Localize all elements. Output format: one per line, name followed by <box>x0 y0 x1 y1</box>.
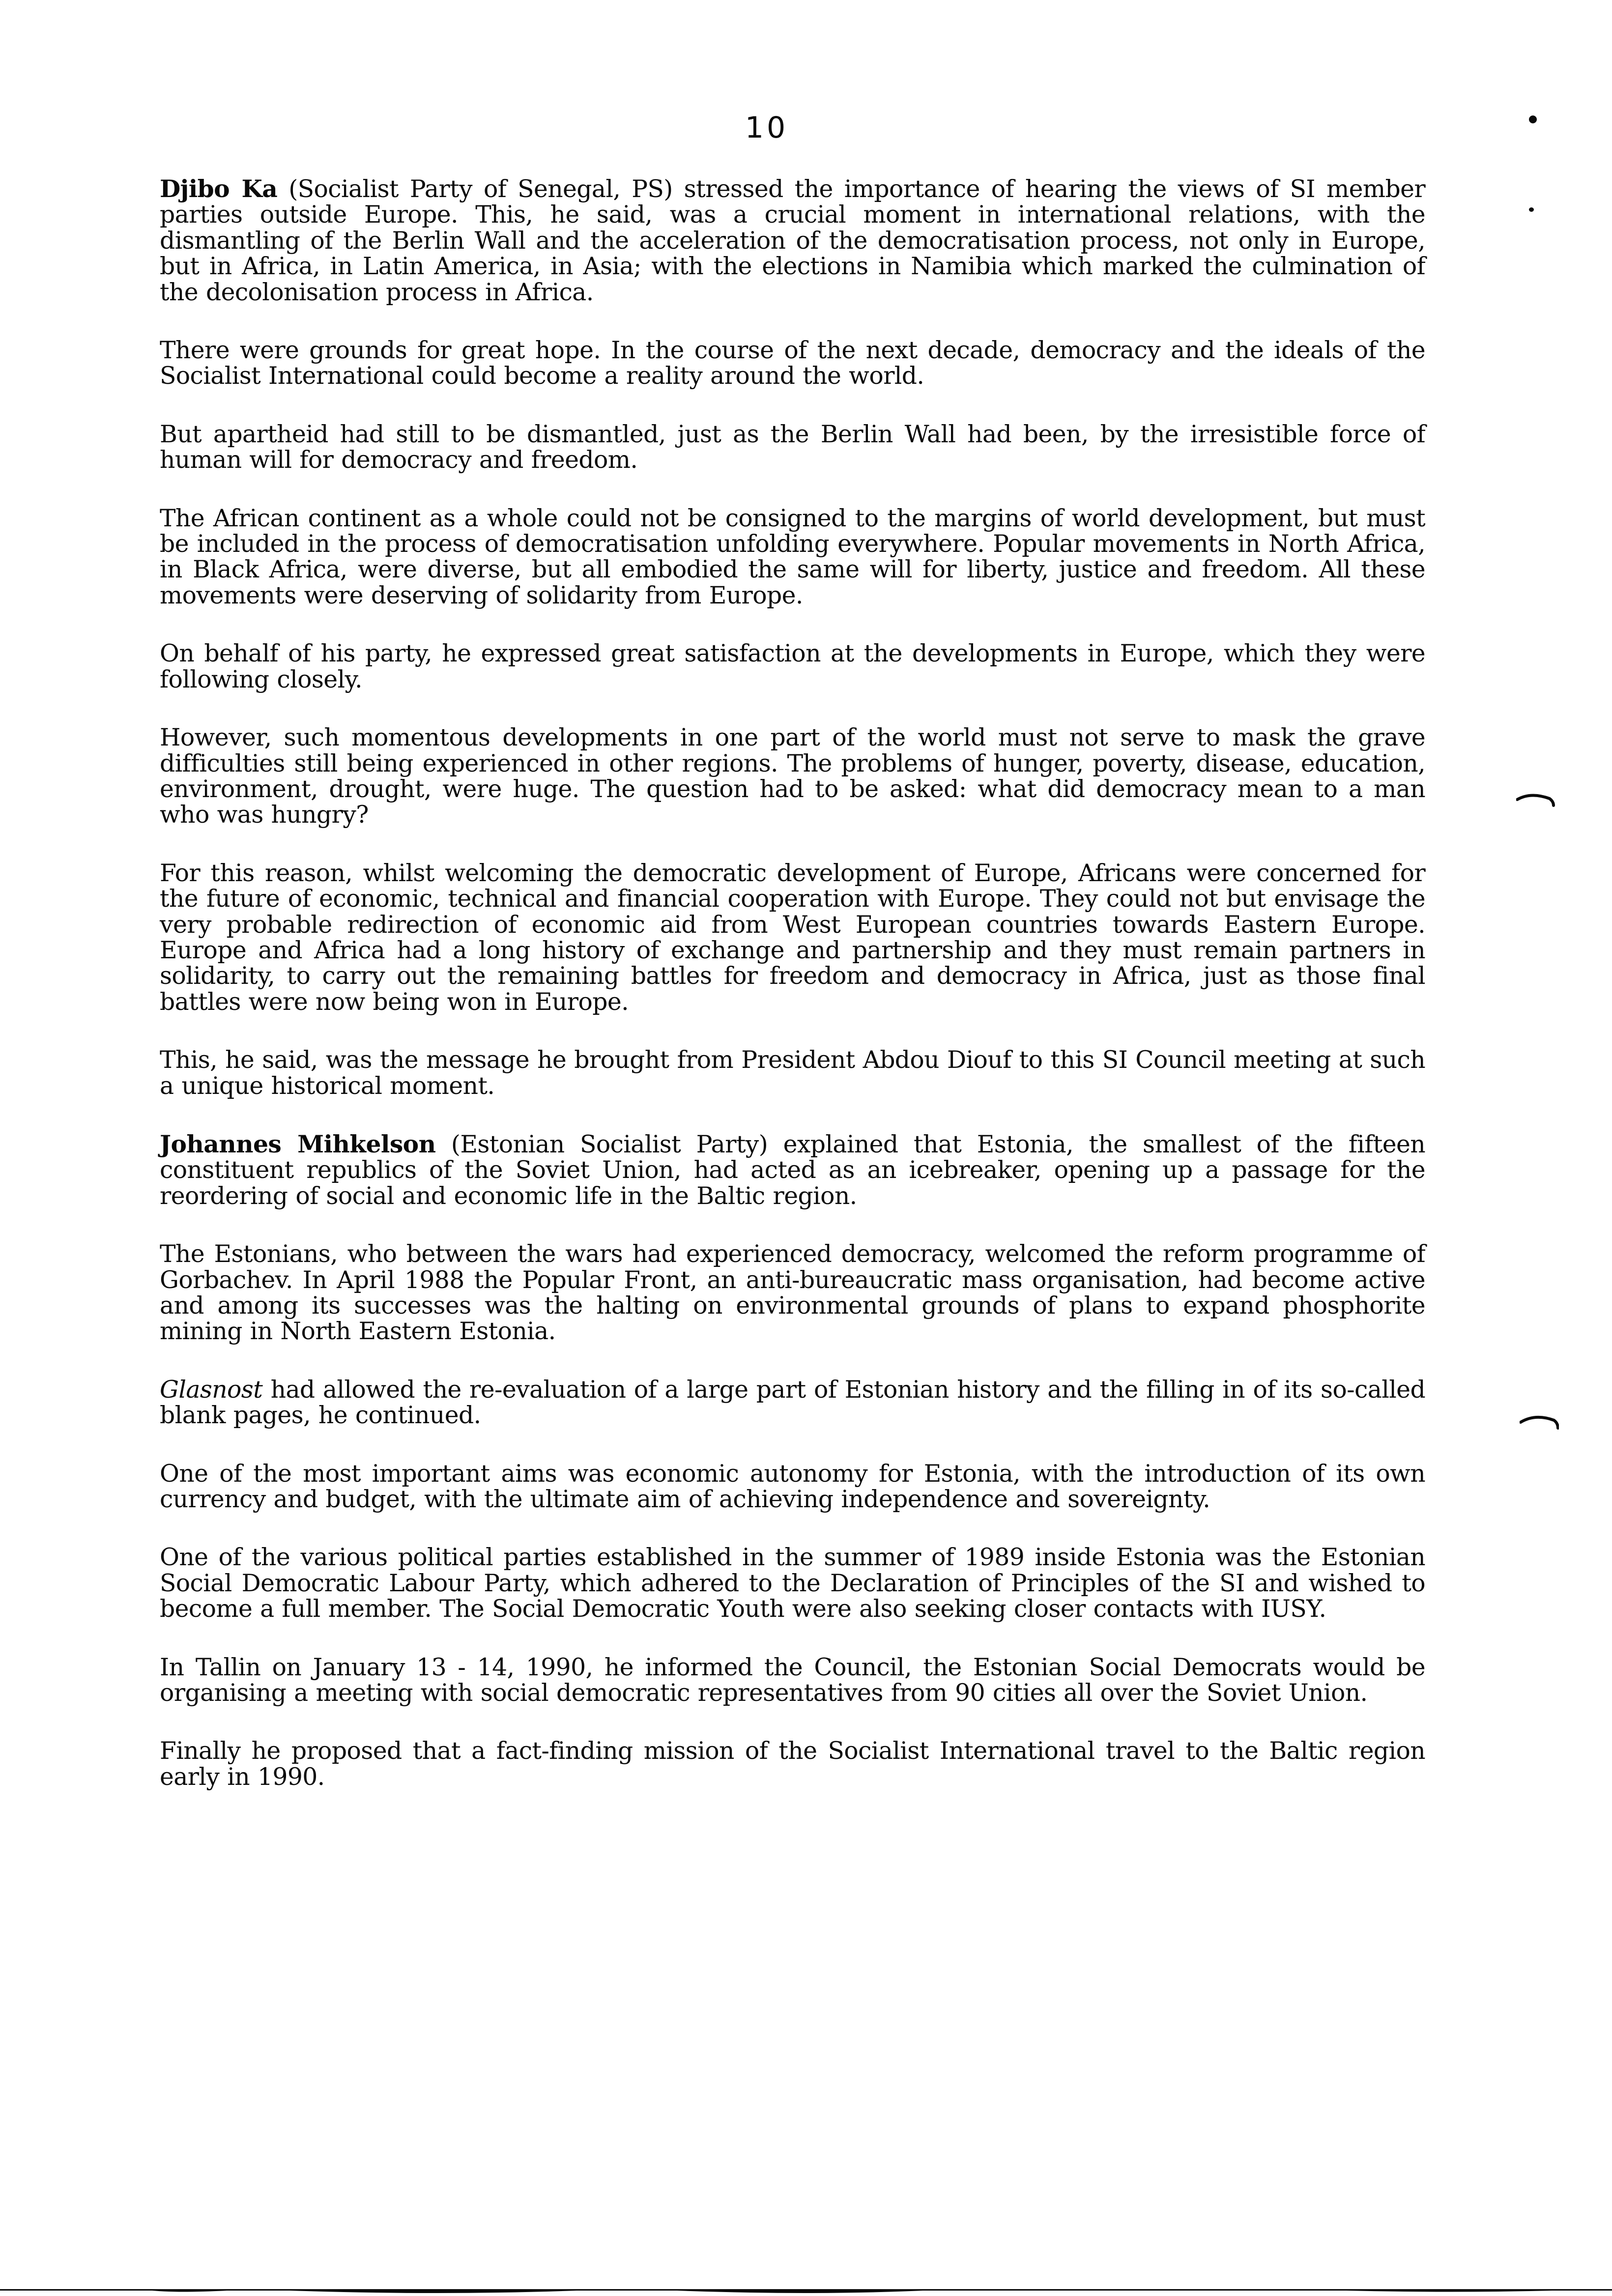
paragraph-glasnost <box>160 1377 1425 1429</box>
paragraph-djibo-ka <box>160 176 1425 305</box>
page-number: 10 <box>745 111 789 145</box>
paragraph: But apartheid had still to be dismantled, just as the Berlin Wall had been, by the irresistible force of human will for democracy and freedom. <box>160 420 1426 474</box>
hole-punch-arc-icon <box>1520 1415 1559 1440</box>
paragraph-text: (Socialist Party of Senegal, PS) stressed the importance of hearing the views of SI member parties outside Europe. This, he said, was a crucial moment in international relations, with the dismantling of the Berlin Wall and the acceleration of the democratisation process, not only in Europe, but in Africa, in Latin America, in Asia; with the elections in Namibia which marked the culmination of the decolonisation process in Africa. <box>160 175 1426 306</box>
paragraph: One of the most important aims was economic autonomy for Estonia, with the introduction of its own currency and budget, with the ultimate aim of achieving independence and sovereignty. <box>160 1459 1426 1514</box>
paragraph: There were grounds for great hope. In the course of the next decade, democracy and the ideals of the Socialist International could become a reality around the world. <box>160 336 1426 390</box>
paragraph-text: (Estonian Socialist Party) explained that Estonia, the smallest of the fifteen constituent republics of the Soviet Union, had acted as an icebreaker, opening up a passage for the reordering of social and economic life in the Baltic region. <box>160 1130 1426 1210</box>
paragraph: The Estonians, who between the wars had experienced democracy, welcomed the reform programme of Gorbachev. In April 1988 the Popular Front, an anti-bureaucratic mass organisation, had become active and among its successes was the halting on environmental grounds of plans to expand phosphorite mining in North Eastern Estonia. <box>160 1240 1426 1346</box>
paragraph: The African continent as a whole could not be consigned to the margins of world development, but must be included in the process of democratisation unfolding everywhere. Popular movements in North Africa, in Black Africa, were diverse, but all embodied the same will for liberty, justice and freedom. All these movements were deserving of solidarity from Europe. <box>160 504 1426 609</box>
margin-dot-mark <box>1529 207 1534 212</box>
paragraph: In Tallin on January 13 - 14, 1990, he informed the Council, the Estonian Social Democrats would be organising a meeting with social democratic representatives from 90 cities all over the Soviet Union. <box>160 1653 1426 1707</box>
paragraph-text: had allowed the re-evaluation of a large part of Estonian history and the filling in of its so-called blank pages, he continued. <box>160 1375 1426 1430</box>
body-text <box>160 176 1432 1822</box>
speaker-name: Johannes Mihkelson <box>160 1129 436 1158</box>
paragraph: However, such momentous developments in one part of the world must not serve to mask the grave difficulties still being experienced in other regions. The problems of hunger, poverty, disease, education, environment, drought, were huge. The question had to be asked: what did democracy mean to a man who was hungry? <box>160 723 1426 829</box>
paragraph: On behalf of his party, he expressed great satisfaction at the developments in Europe, which they were following closely. <box>160 639 1426 693</box>
paragraph-johannes-mihkelson <box>160 1131 1425 1209</box>
paragraph: This, he said, was the message he brought from President Abdou Diouf to this SI Council meeting at such a unique historical moment. <box>160 1046 1426 1100</box>
hole-punch-arc-icon <box>1516 794 1555 818</box>
paragraph: For this reason, whilst welcoming the democratic development of Europe, Africans were concerned for the future of economic, technical and financial cooperation with Europe. They could not but envisage the very probable redirection of economic aid from West European countries towards Eastern Europe. Europe and Africa had a long history of exchange and partnership and they must remain partners in solidarity, to carry out the remaining battles for freedom and democracy in Africa, just as those final battles were now being won in Europe. <box>160 859 1426 1016</box>
margin-dot-mark <box>1529 115 1537 123</box>
paragraph: One of the various political parties established in the summer of 1989 inside Estonia was the Estonian Social Democratic Labour Party, which adhered to the Declaration of Principles of the SI and wished to become a full member. The Social Democratic Youth were also seeking closer contacts with IUSY. <box>160 1543 1426 1623</box>
emphasized-term: Glasnost <box>160 1375 263 1404</box>
speaker-name: Djibo Ka <box>160 174 278 203</box>
paragraph: Finally he proposed that a fact-finding mission of the Socialist International travel to the Baltic region early in 1990. <box>160 1737 1426 1791</box>
scan-bottom-edge <box>0 2289 1612 2296</box>
